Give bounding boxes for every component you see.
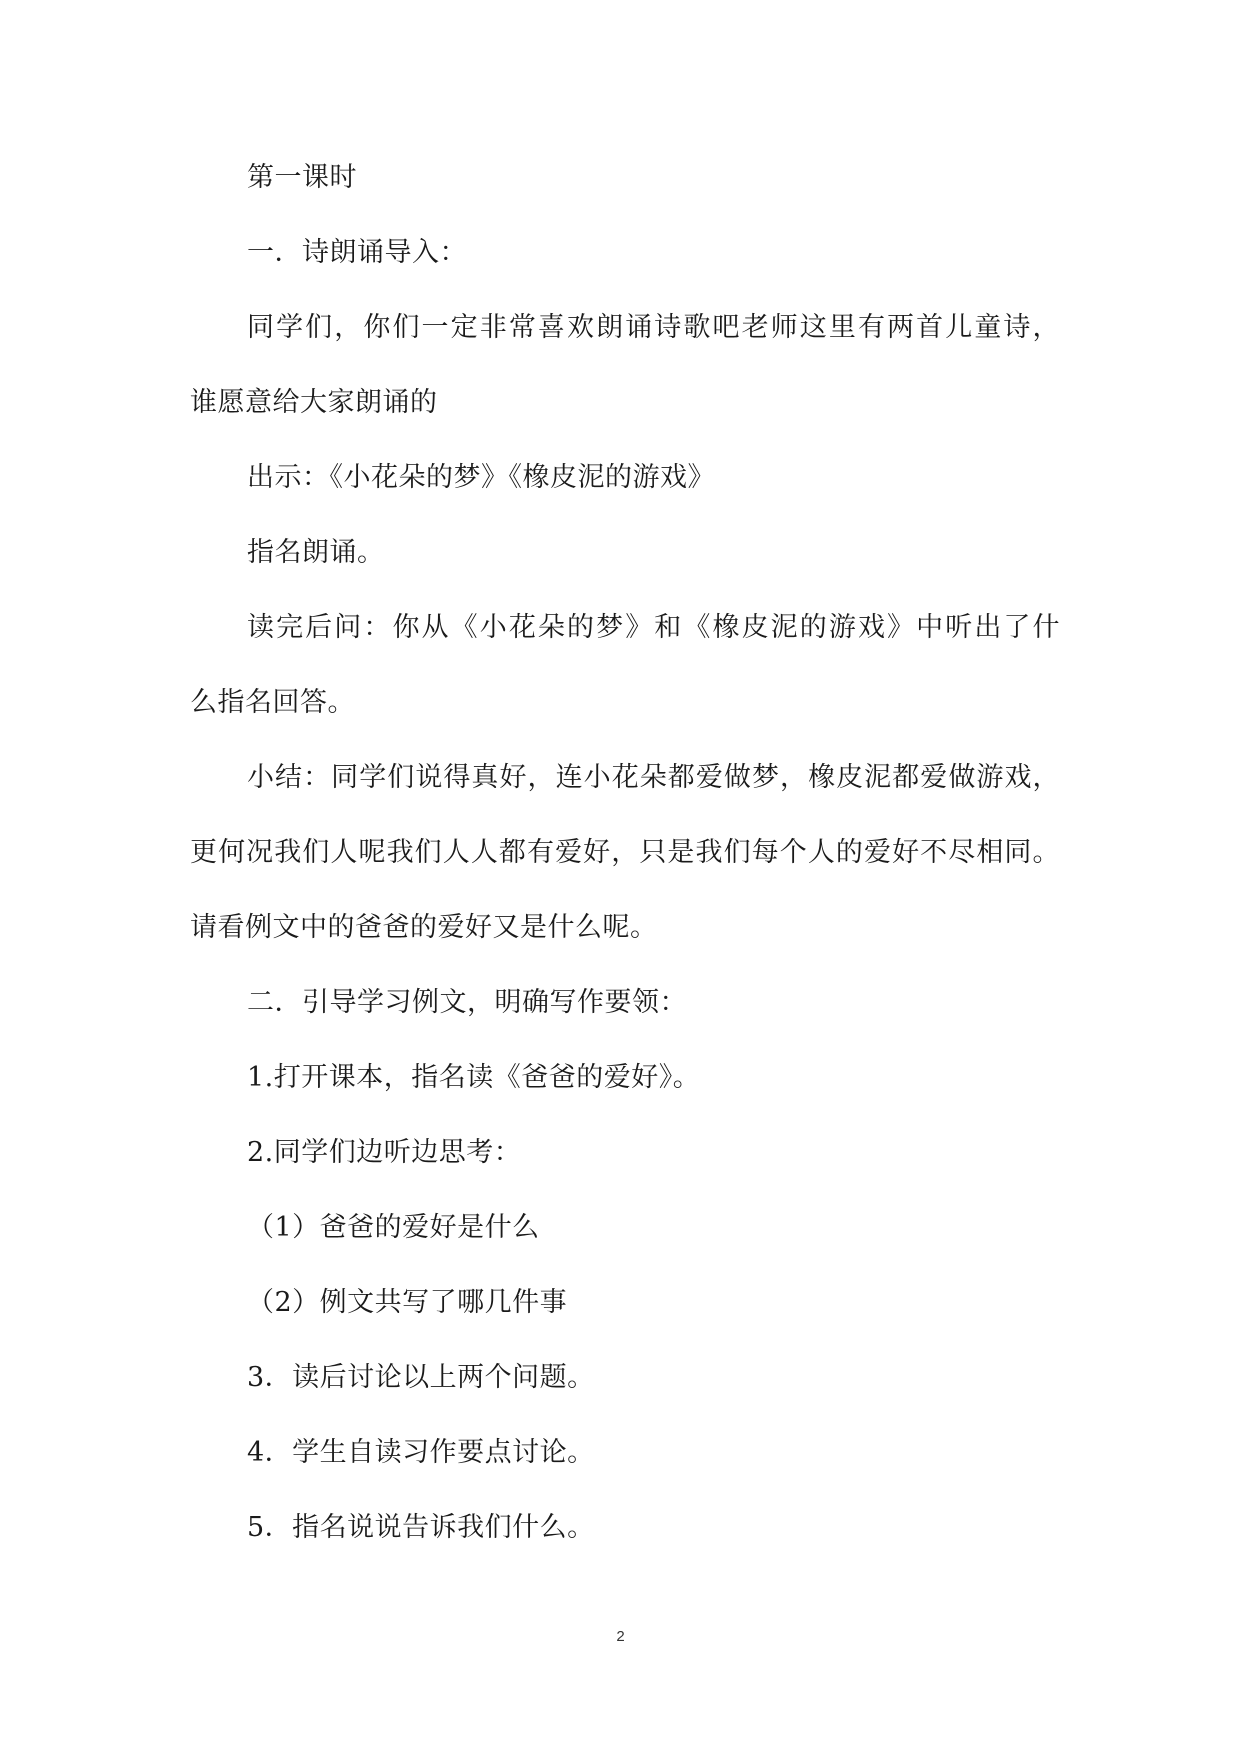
lesson-title: 第一课时: [247, 162, 357, 193]
paragraph-line: 么指名回答。: [190, 687, 355, 718]
document-body: [190, 140, 1060, 1565]
sub-list-item: （1）爸爸的爱好是什么: [247, 1212, 540, 1243]
paragraph-line: 谁愿意给大家朗诵的: [190, 387, 438, 418]
section-heading-2: 二．引导学习例文，明确写作要领：: [247, 987, 687, 1018]
paragraph-line: 更何况我们人呢我们人人都有爱好，只是我们每个人的爱好不尽相同。: [190, 837, 1060, 868]
paragraph-line: 指名朗诵。: [247, 537, 385, 568]
sub-list-item: （2）例文共写了哪几件事: [247, 1287, 568, 1318]
list-item: 3．读后讨论以上两个问题。: [247, 1362, 595, 1393]
paragraph-line: 读完后问：你从《小花朵的梦》和《橡皮泥的游戏》中听出了什: [247, 612, 1060, 643]
paragraph-line: 出示：《小花朵的梦》《橡皮泥的游戏》: [247, 462, 715, 493]
paragraph-line: 同学们，你们一定非常喜欢朗诵诗歌吧老师这里有两首儿童诗，: [247, 312, 1060, 343]
section-heading-1: 一．诗朗诵导入：: [247, 237, 467, 268]
list-item: 4．学生自读习作要点讨论。: [247, 1437, 595, 1468]
list-item: 2.同学们边听边思考：: [247, 1137, 522, 1168]
paragraph-line: 小结：同学们说得真好，连小花朵都爱做梦，橡皮泥都爱做游戏，: [247, 762, 1060, 793]
page-number: 2: [616, 1628, 625, 1645]
list-item: 1.打开课本，指名读《爸爸的爱好》。: [247, 1062, 701, 1093]
paragraph-line: 请看例文中的爸爸的爱好又是什么呢。: [190, 912, 658, 943]
list-item: 5．指名说说告诉我们什么。: [247, 1512, 595, 1543]
